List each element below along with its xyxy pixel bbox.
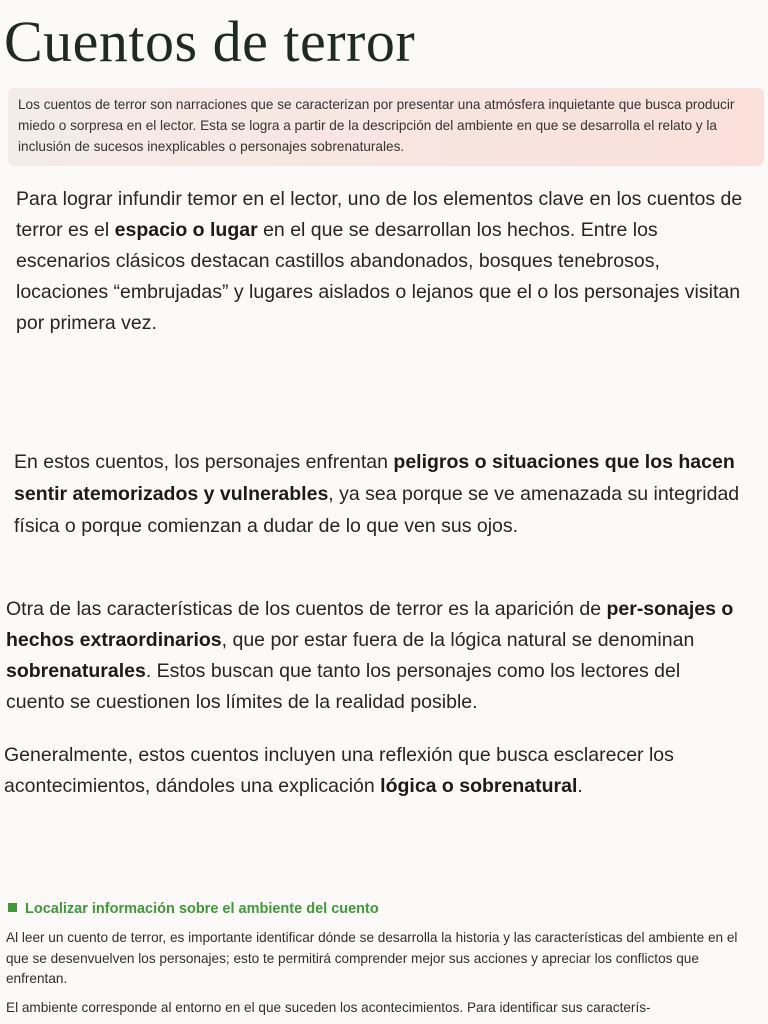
section-heading: [8, 898, 748, 920]
square-bullet-icon: [8, 903, 17, 912]
section-paragraph-2: El ambiente corresponde al entorno en el que suceden los acontecimientos. Para identificar sus caracterís-: [6, 1000, 651, 1015]
intro-text: Los cuentos de terror son narraciones que se caracterizan por presentar una atmósfera inquietante que busca producir miedo o sorpresa en el lector. Esta se logra a partir de la descripción del ambiente en que se desarrolla el relato y la inclusión de sucesos inexplicables o personajes sobrenaturales.: [18, 97, 735, 154]
key-term-sobrenaturales: sobrenaturales: [6, 660, 146, 682]
key-term-peligros: peligros o situaciones que los hacen sentir atemorizados y vulnerables: [14, 451, 735, 505]
paragraph-reflection: [4, 740, 744, 802]
page-title: Cuentos de terror: [4, 9, 416, 74]
key-term-espacio: espacio o lugar: [114, 219, 258, 241]
paragraph-dangers: [14, 446, 752, 542]
section-paragraph-1: Al leer un cuento de terror, es importante identificar dónde se desarrolla la historia y las características del ambiente en el que se desenvuelven los personajes; esto te permitirá comprender mejor sus acciones y apreciar los conflictos que enfrentan.: [6, 930, 738, 986]
section-heading-text: Localizar información sobre el ambiente del cuento: [25, 901, 379, 917]
paragraph-text: .: [577, 775, 583, 797]
key-term-personajes: per-sonajes o hechos extraordinarios: [6, 598, 734, 651]
paragraph-setting: [16, 184, 752, 339]
paragraph-text: Para lograr infundir temor en el lector, uno de los elementos clave en los cuentos de terror es el: [16, 188, 743, 241]
paragraph-text: , que por estar fuera de la lógica natural se denominan: [221, 629, 695, 651]
paragraph-text: , ya sea porque se ve amenazada su integridad física o porque comienzan a dudar de lo que ven sus ojos.: [14, 483, 740, 537]
paragraph-text: Otra de las características de los cuentos de terror es la aparición de: [6, 598, 607, 620]
intro-box: [8, 88, 764, 166]
paragraph-text: en el que se desarrollan los hechos. Entre los escenarios clásicos destacan castillos abandonados, bosques tenebrosos, locaciones “embrujadas” y lugares aislados o lejanos que el o los personajes visitan por primera vez.: [16, 219, 741, 334]
paragraph-supernatural: [6, 594, 742, 718]
paragraph-text: Generalmente, estos cuentos incluyen una reflexión que busca esclarecer los acontecimientos, dándoles una explicación: [4, 744, 674, 797]
paragraph-text: . Estos buscan que tanto los personajes como los lectores del cuento se cuestionen los límites de la realidad posible.: [6, 660, 681, 713]
paragraph-text: En estos cuentos, los personajes enfrentan: [14, 451, 394, 473]
key-term-logica: lógica o sobrenatural: [380, 775, 578, 797]
